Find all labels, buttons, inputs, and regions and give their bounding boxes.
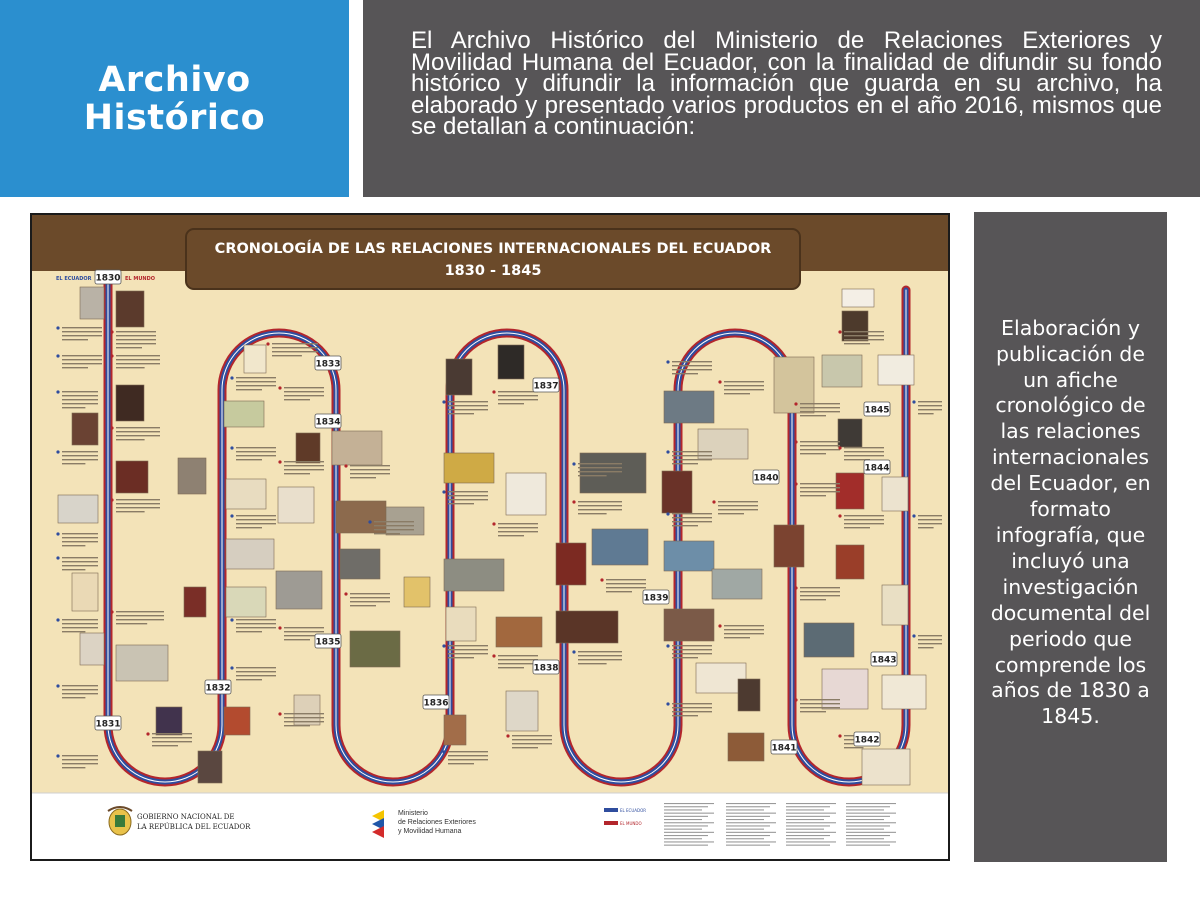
svg-text:1835: 1835 <box>315 637 341 648</box>
intro-text: El Archivo Histórico del Ministerio de Relaciones Exteriores y Movilidad Humana del Ecuador, con la finalidad de difundir su fondo histórico y difundir la información que guarda en su archivo, ha elaborado y presentado varios productos en el año 2016, mismos que se detallan a continuación: <box>411 27 1162 140</box>
poster-thumbnail <box>664 609 714 641</box>
year-marker-1834 <box>315 414 341 428</box>
archivo-historico-title-box <box>0 0 349 197</box>
poster-note <box>56 532 98 546</box>
poster-note <box>230 446 276 460</box>
poster-thumbnail <box>294 695 320 725</box>
poster-note <box>666 512 712 526</box>
poster-note <box>230 514 276 528</box>
poster-thumbnail <box>350 631 400 667</box>
description-text: Elaboración y publicación de un afiche cronológico de las relaciones internacionales del Ecuador, en formato infografía, que incluyó una investigación documental del periodo que comprende los años de 1830 a 1845. <box>990 315 1151 729</box>
poster-thumbnail <box>226 479 266 509</box>
poster-thumbnail <box>662 471 692 513</box>
poster-thumbnail <box>506 691 538 731</box>
poster-thumbnail <box>276 571 322 609</box>
poster-note <box>506 734 552 748</box>
poster-thumbnail <box>116 645 168 681</box>
poster-note <box>492 522 538 536</box>
poster-title-banner <box>186 229 800 289</box>
svg-text:1832: 1832 <box>205 683 231 694</box>
poster-note <box>56 556 98 570</box>
poster-thumbnail <box>116 461 148 493</box>
poster-note <box>912 514 942 528</box>
svg-text:1843: 1843 <box>871 655 897 666</box>
svg-text:1841: 1841 <box>771 743 797 754</box>
poster-note <box>718 624 764 638</box>
poster-thumbnail <box>72 413 98 445</box>
poster-thumbnail <box>664 391 714 423</box>
legend-ecuador-label: EL ECUADOR <box>620 808 647 813</box>
poster-title-line-1: CRONOLOGÍA DE LAS RELACIONES INTERNACIONALES DEL ECUADOR <box>214 241 772 257</box>
year-marker-1845 <box>864 402 890 416</box>
poster-thumbnail <box>838 419 862 447</box>
poster-note <box>600 578 646 592</box>
poster-note <box>56 684 98 698</box>
poster-note <box>718 380 764 394</box>
poster-note <box>56 618 98 632</box>
poster-note <box>278 386 324 400</box>
poster-thumbnail <box>664 541 714 571</box>
svg-text:1834: 1834 <box>315 417 341 428</box>
poster-note <box>56 390 98 408</box>
year-marker-1840 <box>753 470 779 484</box>
poster-note <box>666 702 712 716</box>
poster-thumbnail <box>496 617 542 647</box>
poster-thumbnail <box>224 707 250 735</box>
poster-thumbnail <box>226 539 274 569</box>
poster-thumbnail <box>712 569 762 599</box>
poster-note <box>230 666 276 680</box>
svg-text:1844: 1844 <box>864 463 890 474</box>
poster-note <box>666 644 712 658</box>
poster-thumbnail <box>224 401 264 427</box>
year-marker-1843 <box>871 652 897 666</box>
poster-thumbnail <box>444 453 494 483</box>
poster-thumbnail <box>198 751 222 783</box>
poster-thumbnail <box>822 355 862 387</box>
poster-note <box>838 446 884 460</box>
footer-ministry-line-2: de Relaciones Exteriores <box>398 819 476 826</box>
poster-thumbnail <box>446 607 476 641</box>
svg-text:1839: 1839 <box>643 593 669 604</box>
poster-note <box>110 354 160 368</box>
poster-note <box>344 464 390 478</box>
poster-thumbnail <box>556 543 586 585</box>
poster-thumbnail <box>862 749 910 785</box>
poster-thumbnail <box>296 433 320 463</box>
svg-text:1830: 1830 <box>95 273 121 284</box>
year-marker-1836 <box>423 695 449 709</box>
poster-note <box>56 326 102 340</box>
poster-note <box>794 482 840 496</box>
year-marker-1830 <box>95 270 121 284</box>
poster-thumbnail <box>178 458 206 494</box>
legend-ecuador-swatch <box>604 808 618 812</box>
poster-thumbnail <box>80 287 104 319</box>
svg-text:1837: 1837 <box>533 381 559 392</box>
poster-thumbnail <box>444 559 504 591</box>
poster-thumbnail <box>728 733 764 761</box>
poster-note <box>794 586 840 600</box>
year-marker-1841 <box>771 740 797 754</box>
label-mundo: EL MUNDO <box>125 276 155 282</box>
footer-gov-line-1: GOBIERNO NACIONAL DE <box>137 813 235 821</box>
label-ecuador: EL ECUADOR <box>56 276 92 282</box>
poster-note <box>344 592 390 606</box>
poster-title-line-2: 1830 - 1845 <box>444 263 542 279</box>
year-marker-1842 <box>854 732 880 746</box>
legend-mundo-label: EL MUNDO <box>620 821 642 826</box>
chronology-poster <box>30 213 950 861</box>
poster-thumbnail <box>506 473 546 515</box>
description-box <box>974 212 1167 862</box>
poster-thumbnail <box>882 675 926 709</box>
svg-text:1845: 1845 <box>864 405 890 416</box>
year-marker-1844 <box>864 460 890 474</box>
svg-text:1836: 1836 <box>423 698 449 709</box>
poster-thumbnail <box>72 573 98 611</box>
poster-thumbnails <box>56 287 942 785</box>
poster-thumbnail <box>882 477 908 511</box>
poster-thumbnail <box>738 679 760 711</box>
poster-thumbnail <box>116 385 144 421</box>
poster-note <box>56 354 102 368</box>
poster-thumbnail <box>446 359 472 395</box>
svg-text:1833: 1833 <box>315 359 341 370</box>
poster-note <box>110 498 160 512</box>
poster-thumbnail <box>278 487 314 523</box>
poster-thumbnail <box>842 289 874 307</box>
poster-note <box>838 514 884 528</box>
poster-thumbnail <box>156 707 182 735</box>
poster-thumbnail <box>184 587 206 617</box>
poster-thumbnail <box>444 715 466 745</box>
poster-thumbnail <box>698 429 748 459</box>
svg-text:1840: 1840 <box>753 473 779 484</box>
poster-note <box>110 426 160 440</box>
poster-thumbnail <box>336 501 386 533</box>
poster-note <box>794 440 840 454</box>
year-marker-1838 <box>533 660 559 674</box>
poster-thumbnail <box>404 577 430 607</box>
title-line-1: Archivo <box>98 59 251 100</box>
poster-note <box>56 754 98 768</box>
poster-note <box>492 654 538 668</box>
footer-ministry-line-3: y Movilidad Humana <box>398 828 462 835</box>
poster-note <box>912 400 942 414</box>
svg-text:1838: 1838 <box>533 663 559 674</box>
poster-thumbnail <box>116 291 144 327</box>
legend-mundo-swatch <box>604 821 618 825</box>
year-markers <box>95 270 897 754</box>
poster-note <box>56 450 98 464</box>
poster-note <box>110 610 164 624</box>
poster-note <box>572 500 622 514</box>
poster-thumbnail <box>58 495 98 523</box>
poster-note <box>912 634 942 648</box>
poster-thumbnail <box>340 549 380 579</box>
poster-note <box>492 390 538 404</box>
year-marker-1839 <box>643 590 669 604</box>
poster-thumbnail <box>836 545 864 579</box>
poster-thumbnail <box>226 587 266 617</box>
poster-thumbnail <box>244 345 266 373</box>
year-marker-1837 <box>533 378 559 392</box>
poster-thumbnail <box>592 529 648 565</box>
title-line-2: Histórico <box>83 97 266 138</box>
poster-note <box>230 376 276 390</box>
poster-note <box>230 618 276 632</box>
poster-thumbnail <box>332 431 382 465</box>
poster-note <box>572 650 622 664</box>
svg-text:1842: 1842 <box>854 735 880 746</box>
poster-thumbnail <box>836 473 864 509</box>
footer-ministry-line-1: Ministerio <box>398 810 428 817</box>
poster-thumbnail <box>580 453 646 493</box>
poster-thumbnail <box>498 345 524 379</box>
poster-note <box>110 330 156 348</box>
poster-thumbnail <box>774 357 814 413</box>
year-marker-1831 <box>95 716 121 730</box>
poster-thumbnail <box>774 525 804 567</box>
svg-text:1831: 1831 <box>95 719 121 730</box>
poster-svg <box>32 215 948 859</box>
poster-thumbnail <box>842 311 868 341</box>
poster-thumbnail <box>80 633 104 665</box>
poster-thumbnail <box>878 355 914 385</box>
poster-note <box>442 750 488 764</box>
intro-box <box>363 0 1200 197</box>
year-marker-1832 <box>205 680 231 694</box>
poster-note <box>712 500 758 514</box>
footer-gov-line-2: LA REPÚBLICA DEL ECUADOR <box>137 823 251 831</box>
poster-thumbnail <box>804 623 854 657</box>
poster-thumbnail <box>556 611 618 643</box>
poster-thumbnail <box>882 585 908 625</box>
year-marker-1835 <box>315 634 341 648</box>
year-marker-1833 <box>315 356 341 370</box>
